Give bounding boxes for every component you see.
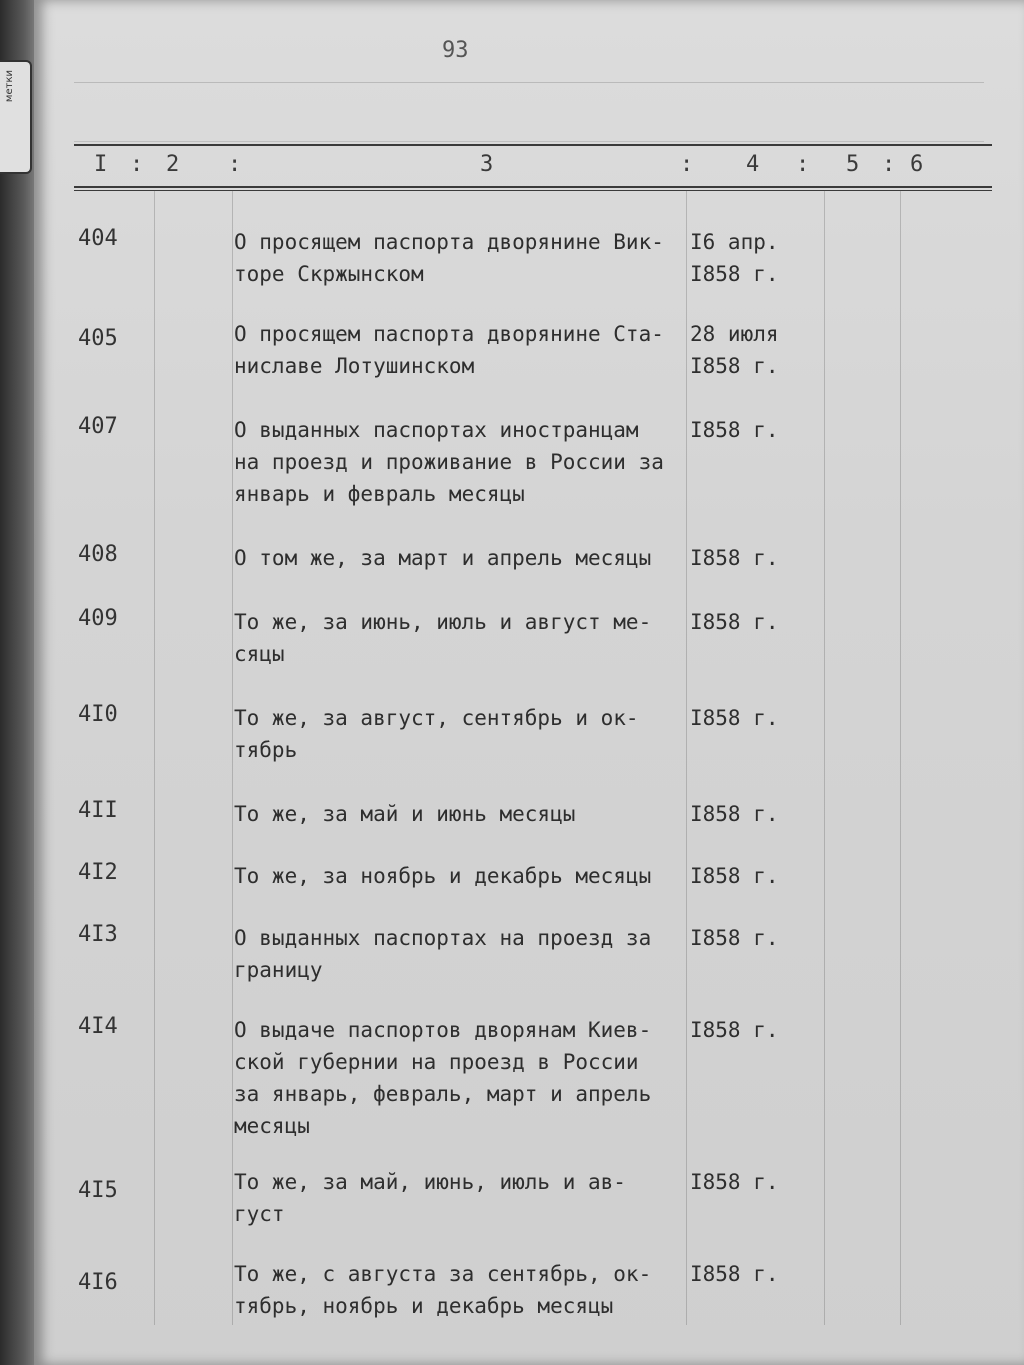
column-separator: :	[228, 152, 242, 177]
column-header-4: 4	[746, 152, 760, 177]
entry-title: О выданных паспортах на проезд за границу	[234, 926, 652, 982]
entry-title: О выданных паспортах иностранцам на проезд и проживание в России за январь и февраль месяцы	[234, 418, 664, 506]
entry-date: I858 г.	[690, 926, 779, 950]
entry-date: I858 г.	[690, 610, 779, 634]
stub-label: метки	[4, 70, 15, 103]
entry-number: 405	[78, 326, 118, 351]
entry-title: То же, за ноябрь и декабрь месяцы	[234, 864, 652, 888]
column-line	[686, 190, 687, 1325]
entry-title: То же, за май, июнь, июль и ав- густ	[234, 1170, 626, 1226]
column-separator: :	[680, 152, 694, 177]
column-header-3: 3	[480, 152, 494, 177]
entry-number: 4I2	[78, 860, 118, 885]
entry-number: 4I0	[78, 702, 118, 727]
previous-page-stub	[0, 60, 32, 174]
header-double-rule	[74, 190, 992, 191]
column-line	[154, 190, 155, 1325]
entry-date: I858 г.	[690, 546, 779, 570]
document-page	[34, 0, 1024, 1365]
entry-number: 4II	[78, 798, 118, 823]
column-header-2: 2	[166, 152, 180, 177]
entry-title: О том же, за март и апрель месяцы	[234, 546, 652, 570]
entry-date: I858 г.	[690, 706, 779, 730]
page-number: 93	[442, 38, 469, 63]
entry-date: I858 г.	[690, 1018, 779, 1042]
column-separator: :	[130, 152, 144, 177]
column-line	[824, 190, 825, 1325]
entry-number: 4I4	[78, 1014, 118, 1039]
bleed-through-header	[74, 82, 984, 142]
entry-title: О просящем паспорта дворянине Вик- торе Скржынском	[234, 230, 664, 286]
entry-number: 407	[78, 414, 118, 439]
entry-number: 4I3	[78, 922, 118, 947]
entry-title: То же, с августа за сентябрь, ок- тябрь, ноябрь и декабрь месяцы	[234, 1262, 652, 1318]
entry-number: 4I6	[78, 1270, 118, 1295]
entry-date: 28 июля I858 г.	[690, 322, 779, 378]
entry-date: I858 г.	[690, 802, 779, 826]
column-separator: :	[796, 152, 810, 177]
entry-number: 408	[78, 542, 118, 567]
column-header-6: 6	[910, 152, 924, 177]
column-header-5: 5	[846, 152, 860, 177]
entry-title: О просящем паспорта дворянине Ста- ниславе Лотушинском	[234, 322, 664, 378]
entry-number: 404	[78, 226, 118, 251]
column-line	[232, 190, 233, 1325]
entry-date: I6 апр. I858 г.	[690, 230, 779, 286]
entry-date: I858 г.	[690, 418, 779, 442]
entry-title: То же, за август, сентябрь и ок- тябрь	[234, 706, 639, 762]
entry-date: I858 г.	[690, 1170, 779, 1194]
column-separator: :	[882, 152, 896, 177]
entry-title: То же, за май и июнь месяцы	[234, 802, 576, 826]
header-bottom-rule	[74, 186, 992, 188]
entry-title: О выдаче паспортов дворянам Киев- ской губернии на проезд в России за январь, февраль, март и апрель месяцы	[234, 1018, 652, 1138]
entry-date: I858 г.	[690, 1262, 779, 1286]
entry-number: 409	[78, 606, 118, 631]
column-header-1: I	[94, 152, 108, 177]
column-line	[900, 190, 901, 1325]
entry-date: I858 г.	[690, 864, 779, 888]
entry-title: То же, за июнь, июль и август ме- сяцы	[234, 610, 652, 666]
entry-number: 4I5	[78, 1178, 118, 1203]
